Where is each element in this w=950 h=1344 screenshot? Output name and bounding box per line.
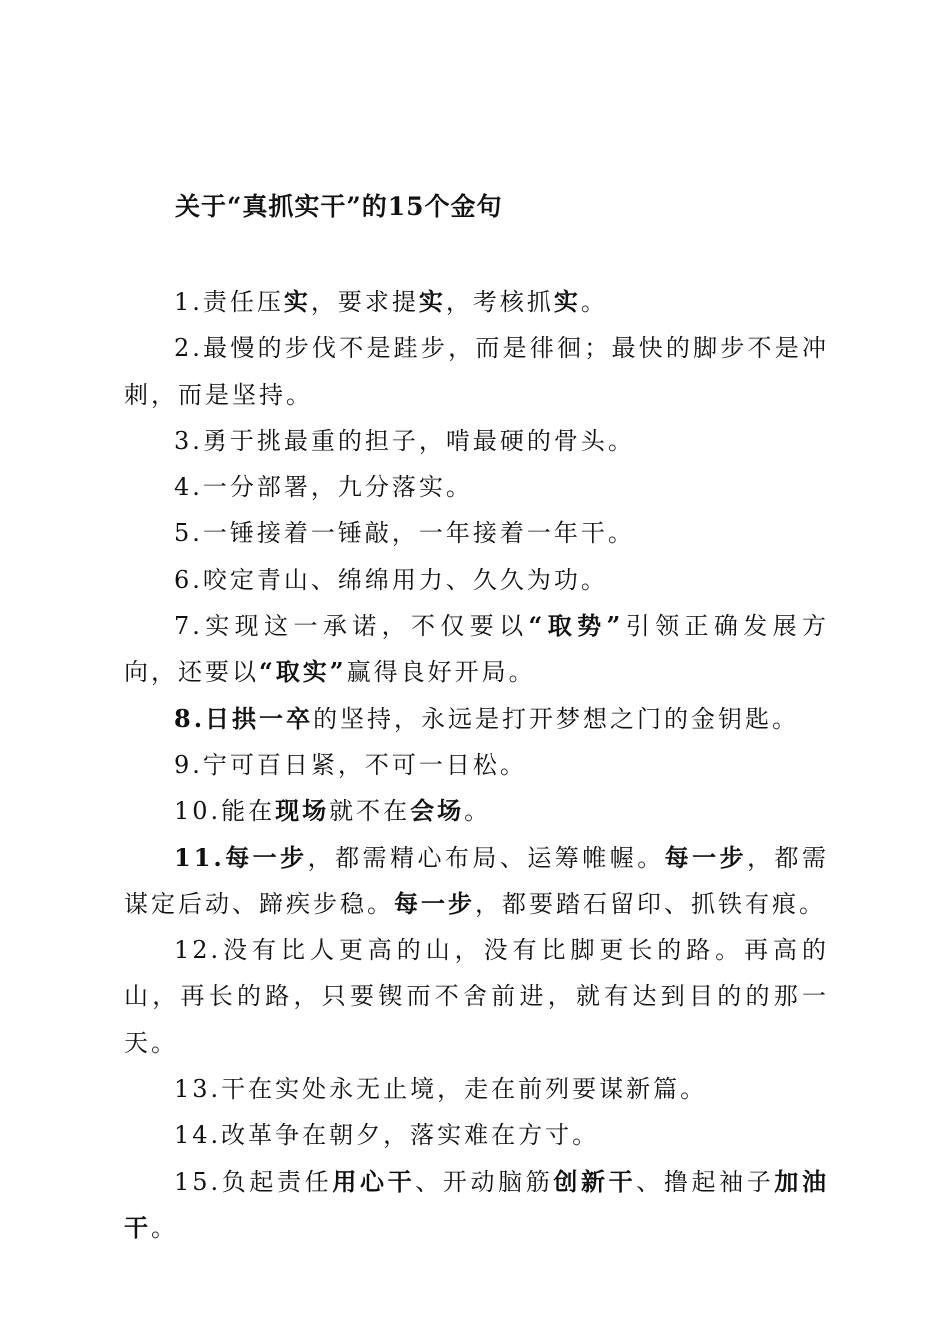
list-item [124, 835, 829, 928]
text-segment: 、开动脑筋 [415, 1167, 554, 1196]
list-item [124, 1066, 829, 1112]
text-segment: ，要求提 [310, 288, 419, 316]
list-item [124, 696, 829, 742]
list-item [124, 788, 829, 834]
text-segment: 。 [464, 797, 492, 826]
bold-text-segment: 用心干 [332, 1166, 416, 1196]
text-segment: 引领正确发展方向，还要以 [124, 612, 830, 687]
bold-text-segment: 实 [283, 287, 311, 316]
text-segment: ，考核抓 [445, 288, 554, 316]
text-segment: 赢得良好开局。 [346, 658, 536, 687]
text-segment: 10.能在 [174, 797, 276, 826]
text-segment: 13.干在实处永无止境，走在前列要谋新篇。 [174, 1075, 708, 1104]
bold-text-segment: 每一步 [394, 888, 475, 918]
text-segment: 15.负起责任 [174, 1167, 333, 1196]
text-segment: 1.责任压 [174, 288, 284, 316]
list-item [124, 603, 829, 696]
text-segment: 14.改革争在朝夕，落实难在方寸。 [174, 1121, 600, 1150]
text-segment: 6.咬定青山、绵绵用力、久久为功。 [174, 565, 608, 594]
list-item [124, 418, 829, 464]
bold-text-segment: 8.日拱一卒 [174, 703, 314, 733]
bold-text-segment: 会场 [410, 796, 465, 826]
text-segment: 7.实现这一承诺，不仅要以 [174, 612, 529, 641]
bold-text-segment: 每一步 [664, 842, 748, 872]
list-item [124, 742, 829, 788]
bold-text-segment: “取实” [259, 657, 347, 687]
text-segment: 5.一锤接着一锤敲，一年接着一年干。 [174, 519, 635, 548]
bold-text-segment: 加油干 [124, 1166, 830, 1242]
text-segment: ，都要踏石留印、抓铁有痕。 [475, 889, 826, 918]
document-title: 关于“真抓实干”的15个金句 [175, 192, 503, 221]
bold-text-segment: “取势” [528, 611, 624, 641]
text-segment: 的坚持，永远是打开梦想之门的金钥匙。 [313, 704, 800, 733]
text-segment: 3.勇于挑最重的担子，啃最硬的骨头。 [174, 426, 635, 455]
text-segment: ，都需精心布局、运筹帷幄。 [307, 843, 665, 872]
text-segment: 。 [151, 1213, 178, 1242]
bold-text-segment: 11.每一步 [174, 842, 308, 872]
list-item [124, 927, 829, 1066]
text-segment: 4.一分部署，九分落实。 [174, 473, 473, 502]
list-item [124, 1159, 829, 1252]
text-segment: ，都需谋定后动、蹄疾步稳。 [124, 843, 830, 918]
text-segment: 9.宁可百日紧，不可一日松。 [174, 750, 527, 779]
list-item [124, 464, 829, 510]
list-item [124, 325, 829, 418]
document-body [124, 279, 829, 1251]
bold-text-segment: 创新干 [553, 1166, 637, 1196]
text-segment: 。 [580, 288, 608, 316]
list-item [124, 557, 829, 603]
bold-text-segment: 现场 [275, 796, 330, 826]
text-segment: 2.最慢的步伐不是跬步，而是徘徊；最快的脚步不是冲刺，而是坚持。 [124, 334, 829, 409]
list-item [124, 279, 829, 325]
list-item [124, 510, 829, 556]
text-segment: 12.没有比人更高的山，没有比脚更长的路。再高的山，再长的路，只要锲而不舍前进，就有达到目的的那一天。 [124, 936, 829, 1057]
text-segment: 、撸起袖子 [636, 1167, 775, 1196]
bold-text-segment: 实 [553, 287, 581, 316]
bold-text-segment: 实 [418, 287, 446, 316]
text-segment: 就不在 [329, 797, 411, 826]
list-item [124, 1112, 829, 1158]
